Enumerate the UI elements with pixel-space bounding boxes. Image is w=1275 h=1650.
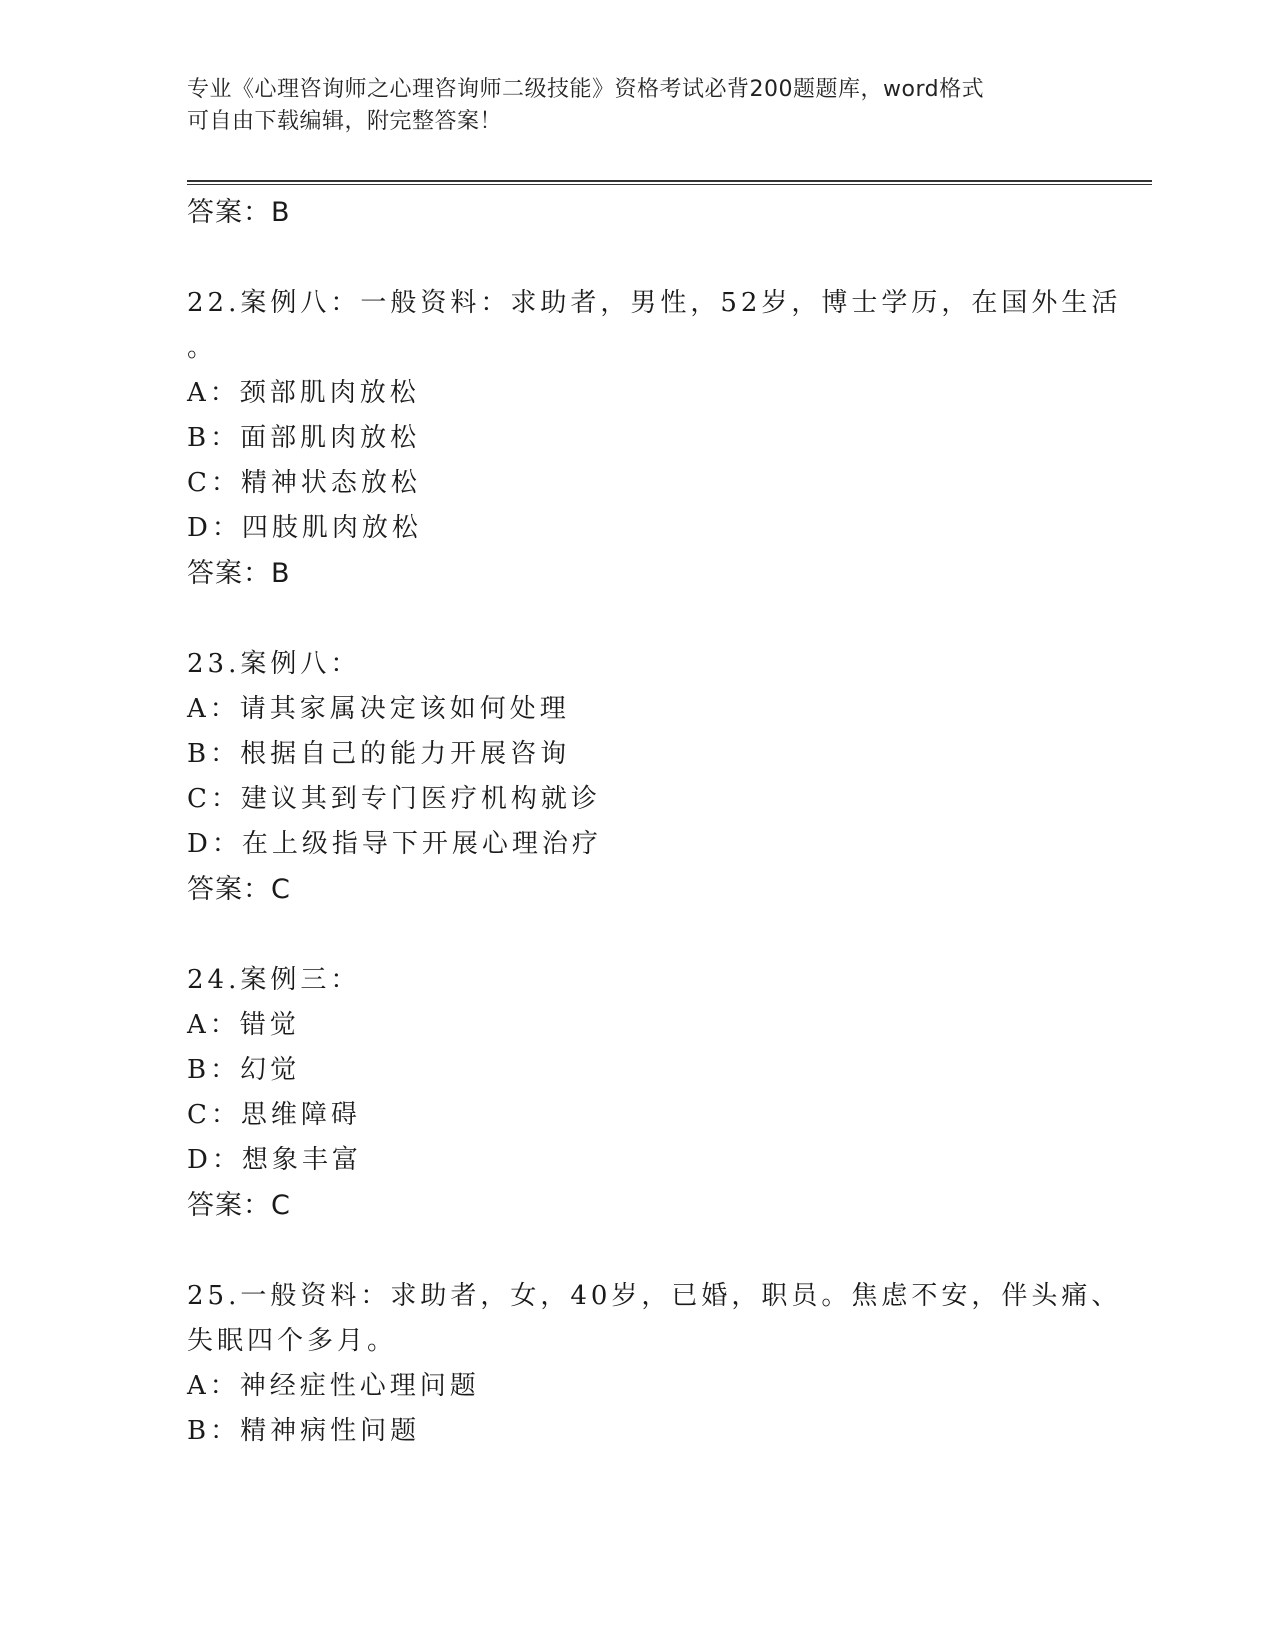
question-22 <box>187 281 1127 596</box>
answer-line: 答案：C <box>187 874 291 905</box>
question-text: 25.一般资料：求助者，女，40岁，已婚，职员。焦虑不安，伴头痛、 <box>187 1281 1122 1311</box>
option-c: C：思维障碍 <box>187 1100 361 1130</box>
question-text: 24.案例三： <box>187 965 361 995</box>
question-25 <box>187 1274 1127 1454</box>
answer-line: 答案：B <box>187 197 291 228</box>
option-b: B：面部肌肉放松 <box>187 423 421 453</box>
option-c: C：精神状态放松 <box>187 468 421 498</box>
answer-line: 答案：B <box>187 558 291 589</box>
option-a: A：错觉 <box>187 1010 300 1040</box>
question-text-cont: 。 <box>187 333 218 363</box>
option-d: D：在上级指导下开展心理治疗 <box>187 829 602 859</box>
option-a: A：请其家属决定该如何处理 <box>187 694 570 724</box>
question-text: 22.案例八：一般资料：求助者，男性，52岁，博士学历，在国外生活 <box>187 288 1122 318</box>
header-rule <box>187 180 1152 185</box>
option-a: A：颈部肌肉放松 <box>187 378 420 408</box>
option-b: B：幻觉 <box>187 1055 301 1085</box>
option-d: D：想象丰富 <box>187 1145 362 1175</box>
option-b: B：精神病性问题 <box>187 1416 421 1446</box>
option-a: A：神经症性心理问题 <box>187 1371 480 1401</box>
header-line-1: 专业《心理咨询师之心理咨询师二级技能》资格考试必背200题题库，word格式 <box>187 77 985 102</box>
question-24 <box>187 958 1127 1228</box>
option-d: D：四肢肌肉放松 <box>187 513 422 543</box>
answer-line: 答案：C <box>187 1190 291 1221</box>
option-b: B：根据自己的能力开展咨询 <box>187 739 571 769</box>
option-c: C：建议其到专门医疗机构就诊 <box>187 784 601 814</box>
question-list <box>187 190 1127 1454</box>
page-header <box>187 74 1087 138</box>
header-line-2: 可自由下载编辑，附完整答案！ <box>187 109 503 134</box>
question-23 <box>187 642 1127 912</box>
question-text: 23.案例八： <box>187 649 361 679</box>
question-text-cont: 失眠四个多月。 <box>187 1326 398 1356</box>
